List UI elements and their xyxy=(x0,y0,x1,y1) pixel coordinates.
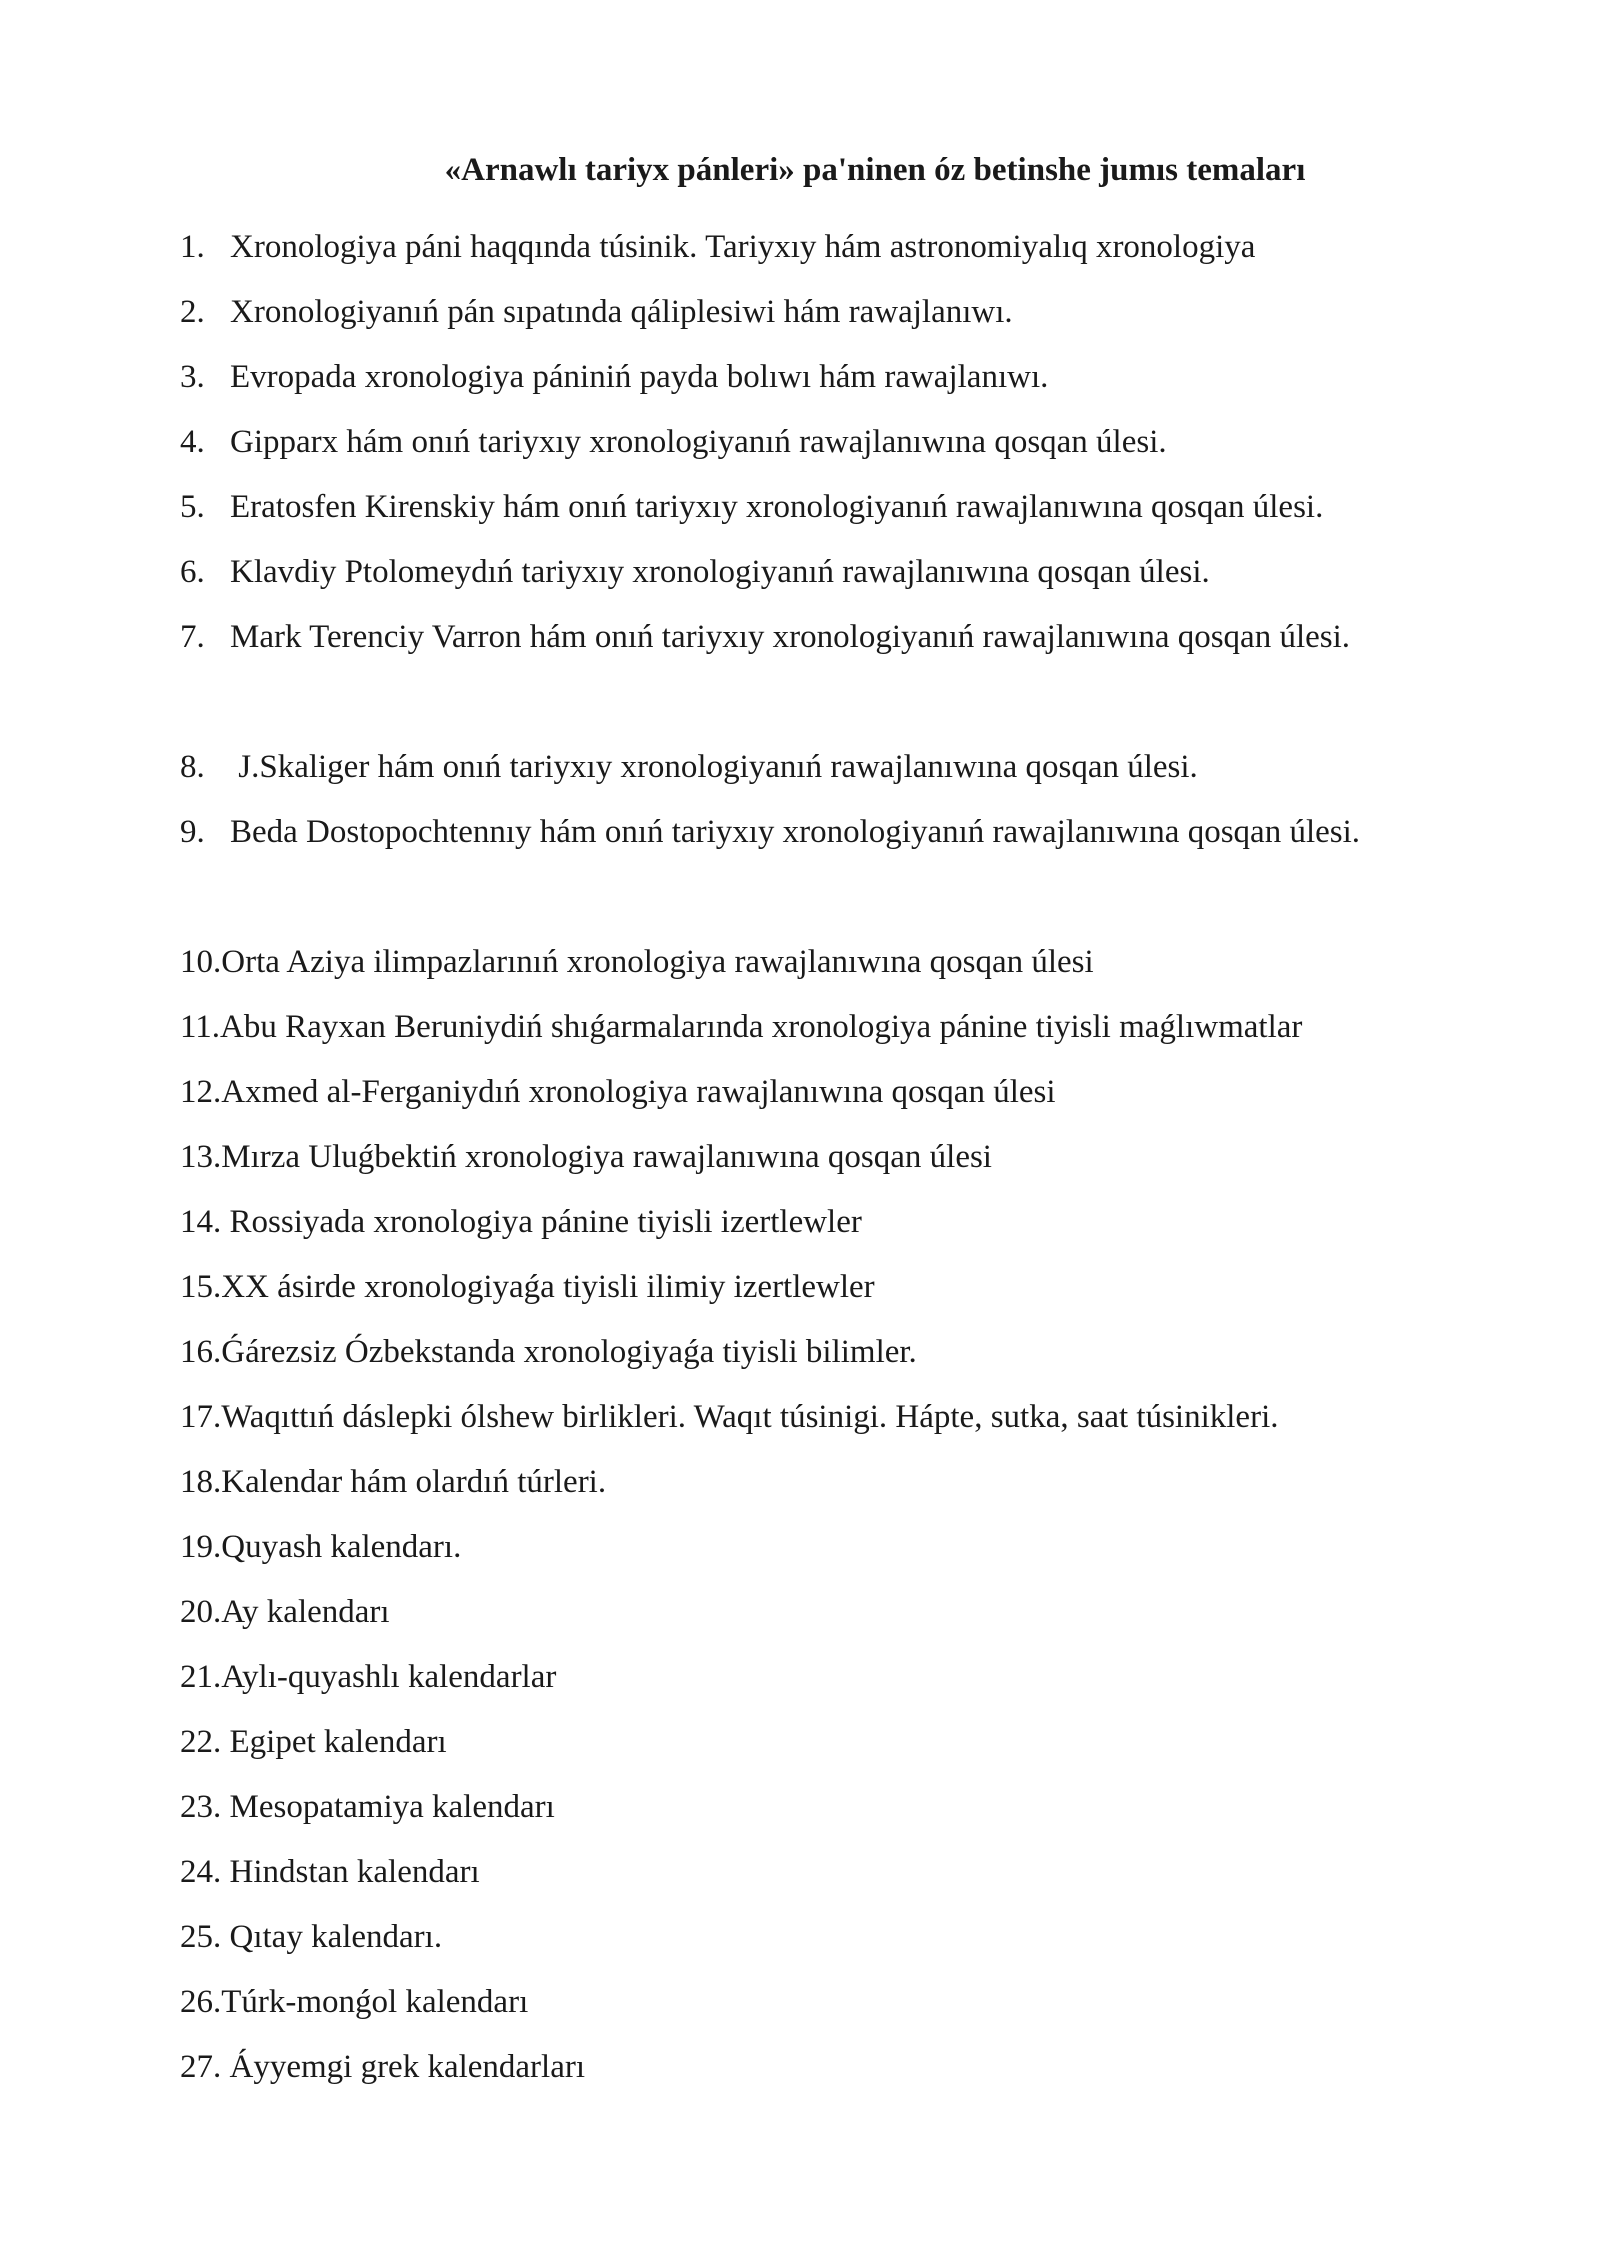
item-text: Waqıttıń dáslepki ólshew birlikleri. Waqıt túsinigi. Hápte, sutka, saat túsinikleri. xyxy=(221,1399,1279,1435)
item-number: 23. xyxy=(180,1789,222,1825)
item-text: Rossiyada xronologiya pánine tiyisli izertlewler xyxy=(221,1204,862,1240)
item-text: XX ásirde xronologiyaǵa tiyisli ilimiy izertlewler xyxy=(221,1269,875,1305)
item-number: 15. xyxy=(180,1269,222,1305)
list-item xyxy=(180,475,1520,540)
item-text: Beda Dostopochtennıy hám onıń tariyxıy xronologiyanıń rawajlanıwına qosqan úlesi. xyxy=(230,814,1361,850)
item-text: Ay kalendarı xyxy=(221,1594,390,1630)
item-number: 9. xyxy=(180,814,205,850)
document-title: «Arnawlı tariyx pánleri» pa'ninen óz betinshe jumıs temaları xyxy=(444,152,1306,188)
item-number: 5. xyxy=(180,489,205,525)
list-item xyxy=(180,1060,1520,1125)
list-item xyxy=(180,735,1520,800)
list-item xyxy=(180,1515,1520,1580)
item-text: Egipet kalendarı xyxy=(221,1724,447,1760)
list-item xyxy=(180,1710,1520,1775)
item-text: Xronologiyanıń pán sıpatında qáliplesiwi hám rawajlanıwı. xyxy=(230,294,1013,330)
item-number: 8. xyxy=(180,749,205,785)
item-number: 4. xyxy=(180,424,205,460)
list-item xyxy=(180,1580,1520,1645)
item-text: J.Skaliger hám onıń tariyxıy xronologiyanıń rawajlanıwına qosqan úlesi. xyxy=(230,749,1198,785)
list-item xyxy=(180,1840,1520,1905)
item-text: Mesopatamiya kalendarı xyxy=(221,1789,555,1825)
item-number: 3. xyxy=(180,359,205,395)
item-number: 21. xyxy=(180,1659,222,1695)
item-text: Quyash kalendarı. xyxy=(221,1529,462,1565)
item-number: 26. xyxy=(180,1984,222,2020)
list-item xyxy=(180,1125,1520,1190)
item-number: 16. xyxy=(180,1334,222,1370)
list-item xyxy=(180,1775,1520,1840)
list-item xyxy=(180,1385,1520,1450)
item-number: 2. xyxy=(180,294,205,330)
item-number: 25. xyxy=(180,1919,222,1955)
item-text: Gipparx hám onıń tariyxıy xronologiyanıń rawajlanıwına qosqan úlesi. xyxy=(230,424,1167,460)
item-number: 19. xyxy=(180,1529,222,1565)
item-text: Mark Terenciy Varron hám onıń tariyxıy xronologiyanıń rawajlanıwına qosqan úlesi. xyxy=(230,619,1351,655)
item-number: 17. xyxy=(180,1399,222,1435)
list-item xyxy=(180,540,1520,605)
item-number: 10. xyxy=(180,944,222,980)
list-item xyxy=(180,800,1520,930)
list-item xyxy=(180,280,1520,345)
item-number: 12. xyxy=(180,1074,222,1110)
item-number: 1. xyxy=(180,229,205,265)
item-text: Abu Rayxan Beruniydiń shıǵarmalarında xronologiya pánine tiyisli maǵlıwmatlar xyxy=(220,1009,1303,1045)
item-text: Axmed al-Ferganiydıń xronologiya rawajlanıwına qosqan úlesi xyxy=(221,1074,1056,1110)
list-item xyxy=(180,1645,1520,1710)
item-text: Evropada xronologiya pániniń payda bolıwı hám rawajlanıwı. xyxy=(230,359,1049,395)
list-item xyxy=(180,2035,1520,2100)
item-number: 7. xyxy=(180,619,205,655)
item-text: Eratosfen Kirenskiy hám onıń tariyxıy xronologiyanıń rawajlanıwına qosqan úlesi. xyxy=(230,489,1324,525)
list-item xyxy=(180,930,1520,995)
item-text: Áyyemgi grek kalendarları xyxy=(221,2049,586,2085)
list-item xyxy=(180,1320,1520,1385)
item-text: Xronologiya páni haqqında túsinik. Tariyxıy hám astronomiyalıq xronologiya xyxy=(230,229,1256,265)
item-text: Hindstan kalendarı xyxy=(221,1854,480,1890)
item-text: Qıtay kalendarı. xyxy=(221,1919,443,1955)
item-number: 6. xyxy=(180,554,205,590)
item-number: 27. xyxy=(180,2049,222,2085)
item-text: Klavdiy Ptolomeydıń tariyxıy xronologiyanıń rawajlanıwına qosqan úlesi. xyxy=(230,554,1210,590)
item-number: 24. xyxy=(180,1854,222,1890)
list-item xyxy=(180,345,1520,410)
list-item xyxy=(180,410,1520,475)
item-text: Ǵárezsiz Ózbekstanda xronologiyaǵa tiyisli bilimler. xyxy=(221,1334,917,1370)
item-text: Aylı-quyashlı kalendarlar xyxy=(221,1659,557,1695)
item-number: 14. xyxy=(180,1204,222,1240)
list-item xyxy=(180,995,1520,1060)
list-item xyxy=(180,1450,1520,1515)
item-number: 13. xyxy=(180,1139,222,1175)
item-text: Túrk-monǵol kalendarı xyxy=(221,1984,529,2020)
item-number: 20. xyxy=(180,1594,222,1630)
item-text: Orta Aziya ilimpazlarınıń xronologiya rawajlanıwına qosqan úlesi xyxy=(221,944,1094,980)
list-item xyxy=(180,1255,1520,1320)
list-item xyxy=(180,1905,1520,1970)
topic-list xyxy=(180,215,1520,2100)
list-item xyxy=(180,215,1520,280)
item-number: 11. xyxy=(180,1009,221,1045)
item-text: Mırza Uluǵbektiń xronologiya rawajlanıwına qosqan úlesi xyxy=(221,1139,992,1175)
item-number: 18. xyxy=(180,1464,222,1500)
list-item xyxy=(180,1970,1520,2035)
item-text: Kalendar hám olardıń túrleri. xyxy=(221,1464,607,1500)
item-number: 22. xyxy=(180,1724,222,1760)
list-item xyxy=(180,1190,1520,1255)
list-item xyxy=(180,605,1520,735)
